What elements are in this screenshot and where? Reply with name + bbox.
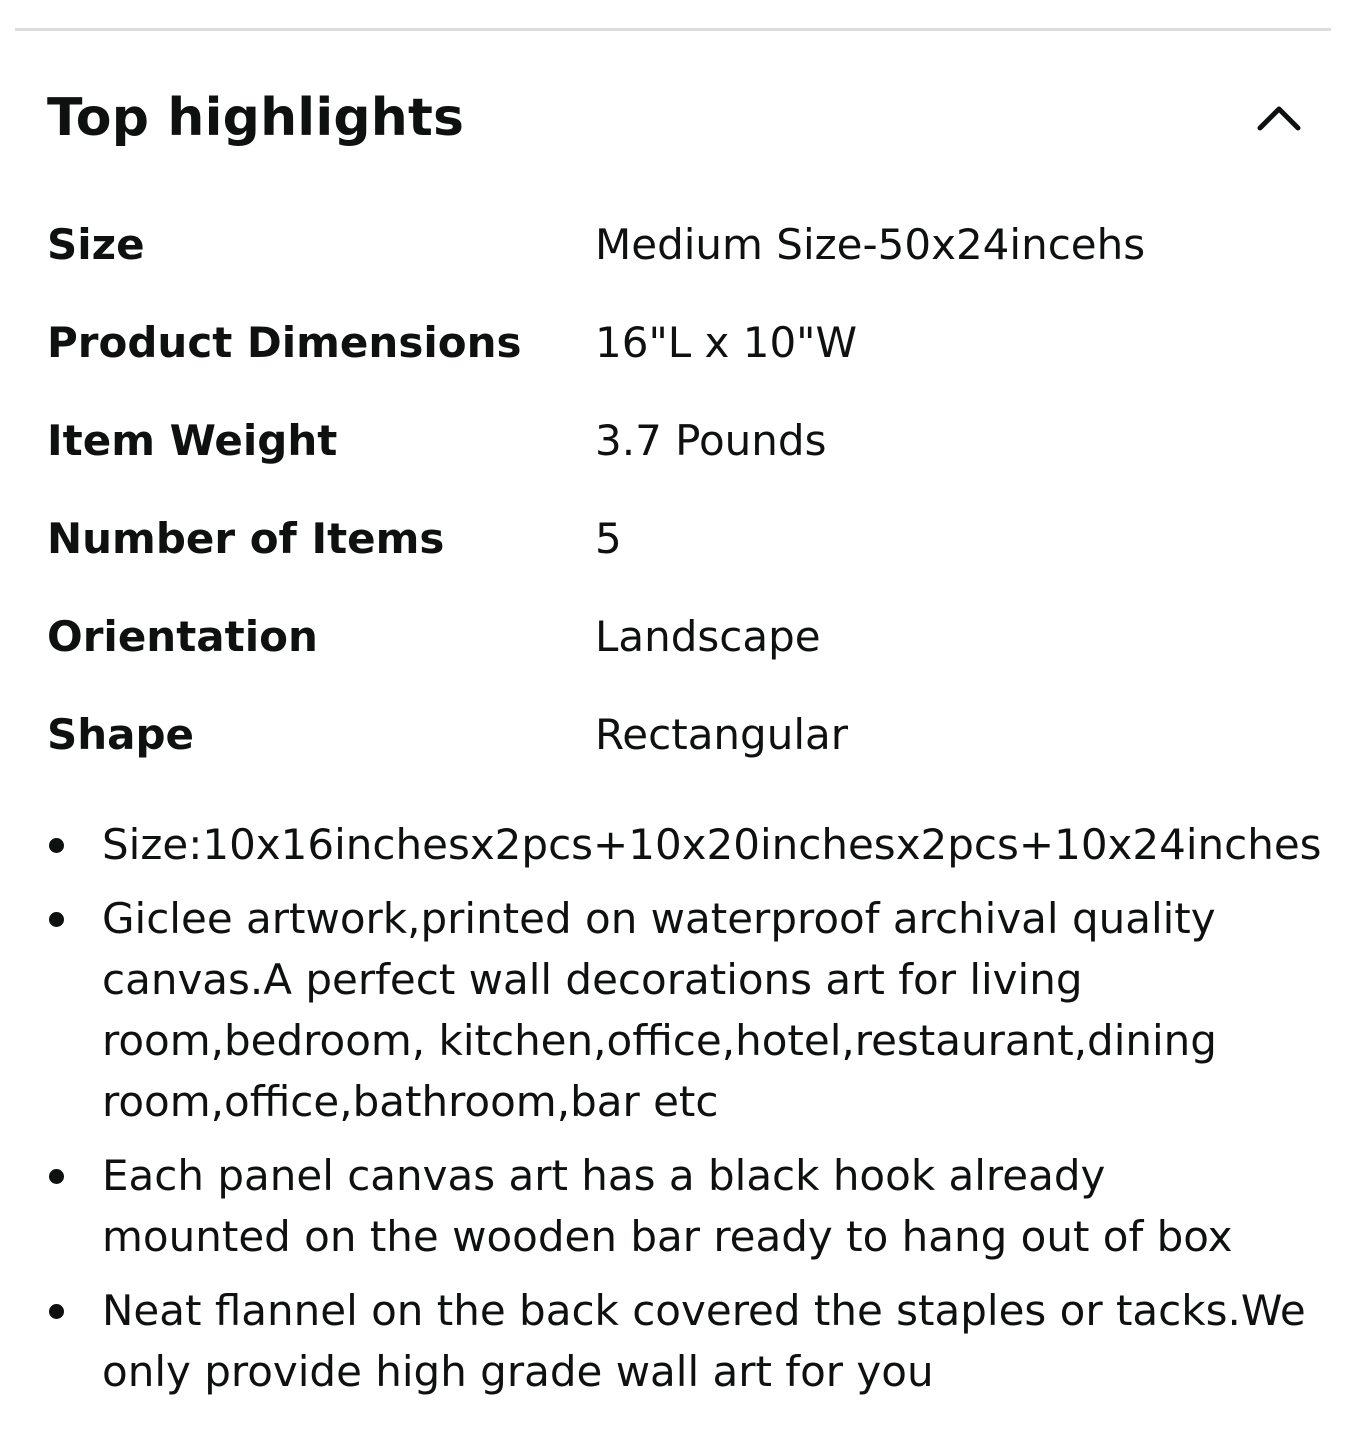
spec-value: Rectangular <box>595 710 849 759</box>
section-divider <box>15 28 1331 31</box>
specs-table <box>47 196 1307 784</box>
section-header[interactable] <box>47 80 1306 156</box>
spec-row-product-dimensions <box>47 294 1307 392</box>
spec-value: 5 <box>595 514 622 563</box>
bullet-dot-icon <box>49 1304 64 1319</box>
chevron-up-icon[interactable] <box>1252 90 1306 144</box>
spec-row-number-of-items <box>47 490 1307 588</box>
spec-value: 3.7 Pounds <box>595 416 827 465</box>
spec-label: Orientation <box>47 612 318 661</box>
bullet-text: Giclee artwork,printed on waterproof archival quality canvas.A perfect wall decorations art for living room,bedroom, kitchen,office,hotel,restaurant,dining room,office,bathroom,bar etc <box>102 894 1217 1126</box>
spec-label: Shape <box>47 710 195 759</box>
list-item <box>47 888 1307 1132</box>
section-title: Top highlights <box>47 88 465 148</box>
list-item <box>47 814 1322 875</box>
spec-value: Landscape <box>595 612 821 661</box>
bullet-dot-icon <box>49 838 64 853</box>
feature-bullet-list <box>47 814 1322 1415</box>
spec-row-size <box>47 196 1307 294</box>
spec-row-item-weight <box>47 392 1307 490</box>
spec-value: 16"L x 10"W <box>595 318 858 367</box>
list-item <box>47 1145 1307 1267</box>
spec-row-shape <box>47 686 1307 784</box>
spec-label: Size <box>47 220 145 269</box>
bullet-text: Size:10x16inchesx2pcs+10x20inchesx2pcs+10x24inches <box>102 820 1322 869</box>
spec-label: Item Weight <box>47 416 338 465</box>
spec-value: Medium Size-50x24incehs <box>595 220 1146 269</box>
bullet-dot-icon <box>49 912 64 927</box>
bullet-text: Neat flannel on the back covered the staples or tacks.We only provide high grade wall art for you <box>102 1286 1306 1396</box>
spec-row-orientation <box>47 588 1307 686</box>
list-item <box>47 1280 1307 1402</box>
spec-label: Product Dimensions <box>47 318 522 367</box>
bullet-text: Each panel canvas art has a black hook already mounted on the wooden bar ready to hang out of box <box>102 1151 1233 1261</box>
bullet-dot-icon <box>49 1169 64 1184</box>
spec-label: Number of Items <box>47 514 445 563</box>
